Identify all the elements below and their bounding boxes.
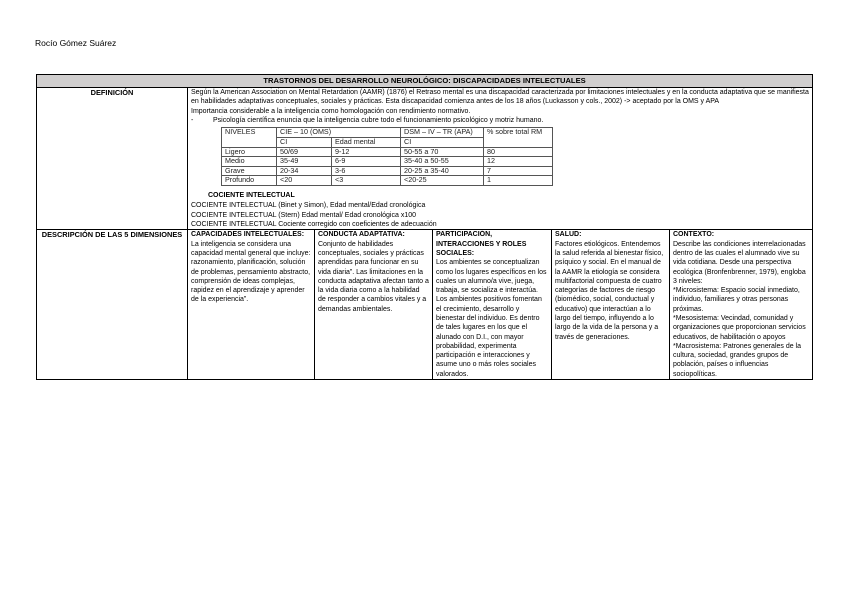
iq-cell: 20-25 a 35-40 [401, 166, 484, 176]
author-name: Rocío Gómez Suárez [35, 38, 117, 48]
iq-cell: 9-12 [332, 147, 401, 157]
iq-cell: 12 [484, 157, 553, 167]
dimension-text: *Macrosistema: Patrones generales de la cultura, sociedad, grandes grupos de población, países o influencias sociopolíticas. [673, 342, 802, 378]
dimension-text: Los ambientes se conceptualizan como los lugares específicos en los cuales un alumno/a vive, juega, trabaja, se socializa e interactúa. Los ambientes positivos fomentan el crecimiento, desarrollo y bienestar del individuo. Es dentro de tales lugares en los que el alunado con D.I., con mayor probabilidad, experimenta participación e interacciones y asume uno o más roles sociales valorados. [436, 259, 547, 378]
dimension-title: SALUD: [555, 231, 582, 239]
iq-cell: 80 [484, 147, 553, 157]
dimension-intellectual [188, 230, 315, 380]
dimension-text: Describe las condiciones interrelacionadas dentro de las cuales el alumnado vive su vida cotidiana. Desde una perspectiva ecológica (Bronfenbrenner, 1979), engloba 3 niveles: [673, 240, 806, 285]
iq-cell: 7 [484, 166, 553, 176]
definition-label: DEFINICIÓN [37, 88, 188, 230]
iq-cell: Profundo [222, 176, 277, 186]
iq-header-percent: % sobre total RM [484, 128, 553, 147]
dimension-text: *Microsistema: Espacio social inmediato, individuo, familiares y otras personas próximas. [673, 287, 800, 313]
summary-table [36, 74, 813, 380]
iq-levels-table [221, 127, 553, 186]
iq-cell: Ligero [222, 147, 277, 157]
definition-cell [188, 88, 813, 230]
dimension-text: Conjunto de habilidades conceptuales, sociales y prácticas aprendidas para funcionar en su vida diaria”. Las limitaciones en la conducta adaptativa afectan tanto a la vida diaria como a la habilidad de responder a cambios vitales y a demandas ambientales. [318, 240, 429, 313]
intelligence-paragraph: Importancia considerable a la inteligencia como homologación con rendimiento normativo. [191, 107, 471, 115]
iq-row [222, 176, 553, 186]
ci-line: COCIENTE INTELECTUAL (Binet y Simon), Edad mental/Edad cronológica [191, 202, 426, 210]
dimension-text: *Mesosistema: Vecindad, comunidad y organizaciones que proporcionan servicios educativos, de habilitación o apoyos [673, 314, 806, 341]
dimension-title: CONTEXTO: [673, 231, 715, 239]
iq-cell: 35-49 [277, 157, 332, 167]
iq-cell: 50-55 a 70 [401, 147, 484, 157]
iq-cell: 1 [484, 176, 553, 186]
iq-cell: <20 [277, 176, 332, 186]
dimension-text: La inteligencia se considera una capacidad mental general que incluye: razonamiento, planificación, solución de problemas, pensamiento abstracto, comprensión de ideas complejas, rapidez en el aprendizaje y aprender de la experiencia”. [191, 240, 311, 304]
iq-header-cie: CIE – 10 (OMS) [277, 128, 401, 138]
dimension-title: CONDUCTA ADAPTATIVA: [318, 231, 405, 239]
iq-subheader-dsm-ci: CI [401, 137, 484, 147]
definition-paragraph: Según la American Association on Mental Retardation (AAMR) (1876) el Retraso mental es una discapacidad caracterizada por limitaciones intelectuales y en la conducta adaptativa que se manifiesta en habilidades adaptativas conceptuales, sociales y prácticas. Esta discapacidad comienza antes de los 18 años (Luckasson y cols., 2002) -> aceptado por la OMS y APA [191, 89, 809, 106]
bullet-item [191, 116, 809, 125]
dimension-participation [433, 230, 552, 380]
dimensions-row [37, 230, 813, 380]
dimension-text: Factores etiológicos. Entendemos la salud referida al bienestar físico, psíquico y social. En el manual de la AAMR la etiología se considera multifactorial compuesta de cuatro categorías de factores de riesgo (biomédico, social, conductual y educativo) que interactúan a lo largo del tiempo, influyendo a lo largo de la vida de la persona y a través de generaciones. [555, 240, 664, 341]
iq-row [222, 157, 553, 167]
iq-header-dsm: DSM – IV – TR (APA) [401, 128, 484, 138]
bullet-dash: - [191, 116, 194, 124]
dimensions-label: DESCRIPCIÓN DE LAS 5 DIMENSIONES [37, 230, 188, 380]
iq-cell: 50/69 [277, 147, 332, 157]
iq-cell: 6-9 [332, 157, 401, 167]
dimension-title: CAPACIDADES INTELECTUALES: [191, 231, 305, 239]
iq-cell: <3 [332, 176, 401, 186]
iq-cell: 35-40 a 50-55 [401, 157, 484, 167]
iq-cell: Medio [222, 157, 277, 167]
definition-row [37, 88, 813, 230]
iq-cell: 20-34 [277, 166, 332, 176]
iq-header-niveles: NIVELES [222, 128, 277, 147]
dimension-health [552, 230, 670, 380]
iq-row [222, 147, 553, 157]
bullet-text: Psicología científica enuncia que la inteligencia cubre todo el funcionamiento psicológico y motriz humano. [213, 116, 544, 124]
dimension-adaptive [315, 230, 433, 380]
iq-row [222, 166, 553, 176]
ci-line: COCIENTE INTELECTUAL (Stern) Edad mental/ Edad cronológica x100 [191, 211, 417, 219]
ci-line: COCIENTE INTELECTUAL Cociente corregido con coeficientes de adecuación [191, 221, 437, 229]
table-header: TRASTORNOS DEL DESARROLLO NEUROLÓGICO: DISCAPACIDADES INTELECTUALES [37, 75, 813, 88]
iq-cell: 3-6 [332, 166, 401, 176]
iq-subheader-ci: CI [277, 137, 332, 147]
iq-cell: <20-25 [401, 176, 484, 186]
dimension-title: PARTICIPACIÓN, INTERACCIONES Y ROLES SOCIALES: [436, 231, 527, 257]
dimension-context [670, 230, 813, 380]
iq-cell: Grave [222, 166, 277, 176]
iq-subheader-edad: Edad mental [332, 137, 401, 147]
ci-title: COCIENTE INTELECTUAL [208, 192, 295, 200]
